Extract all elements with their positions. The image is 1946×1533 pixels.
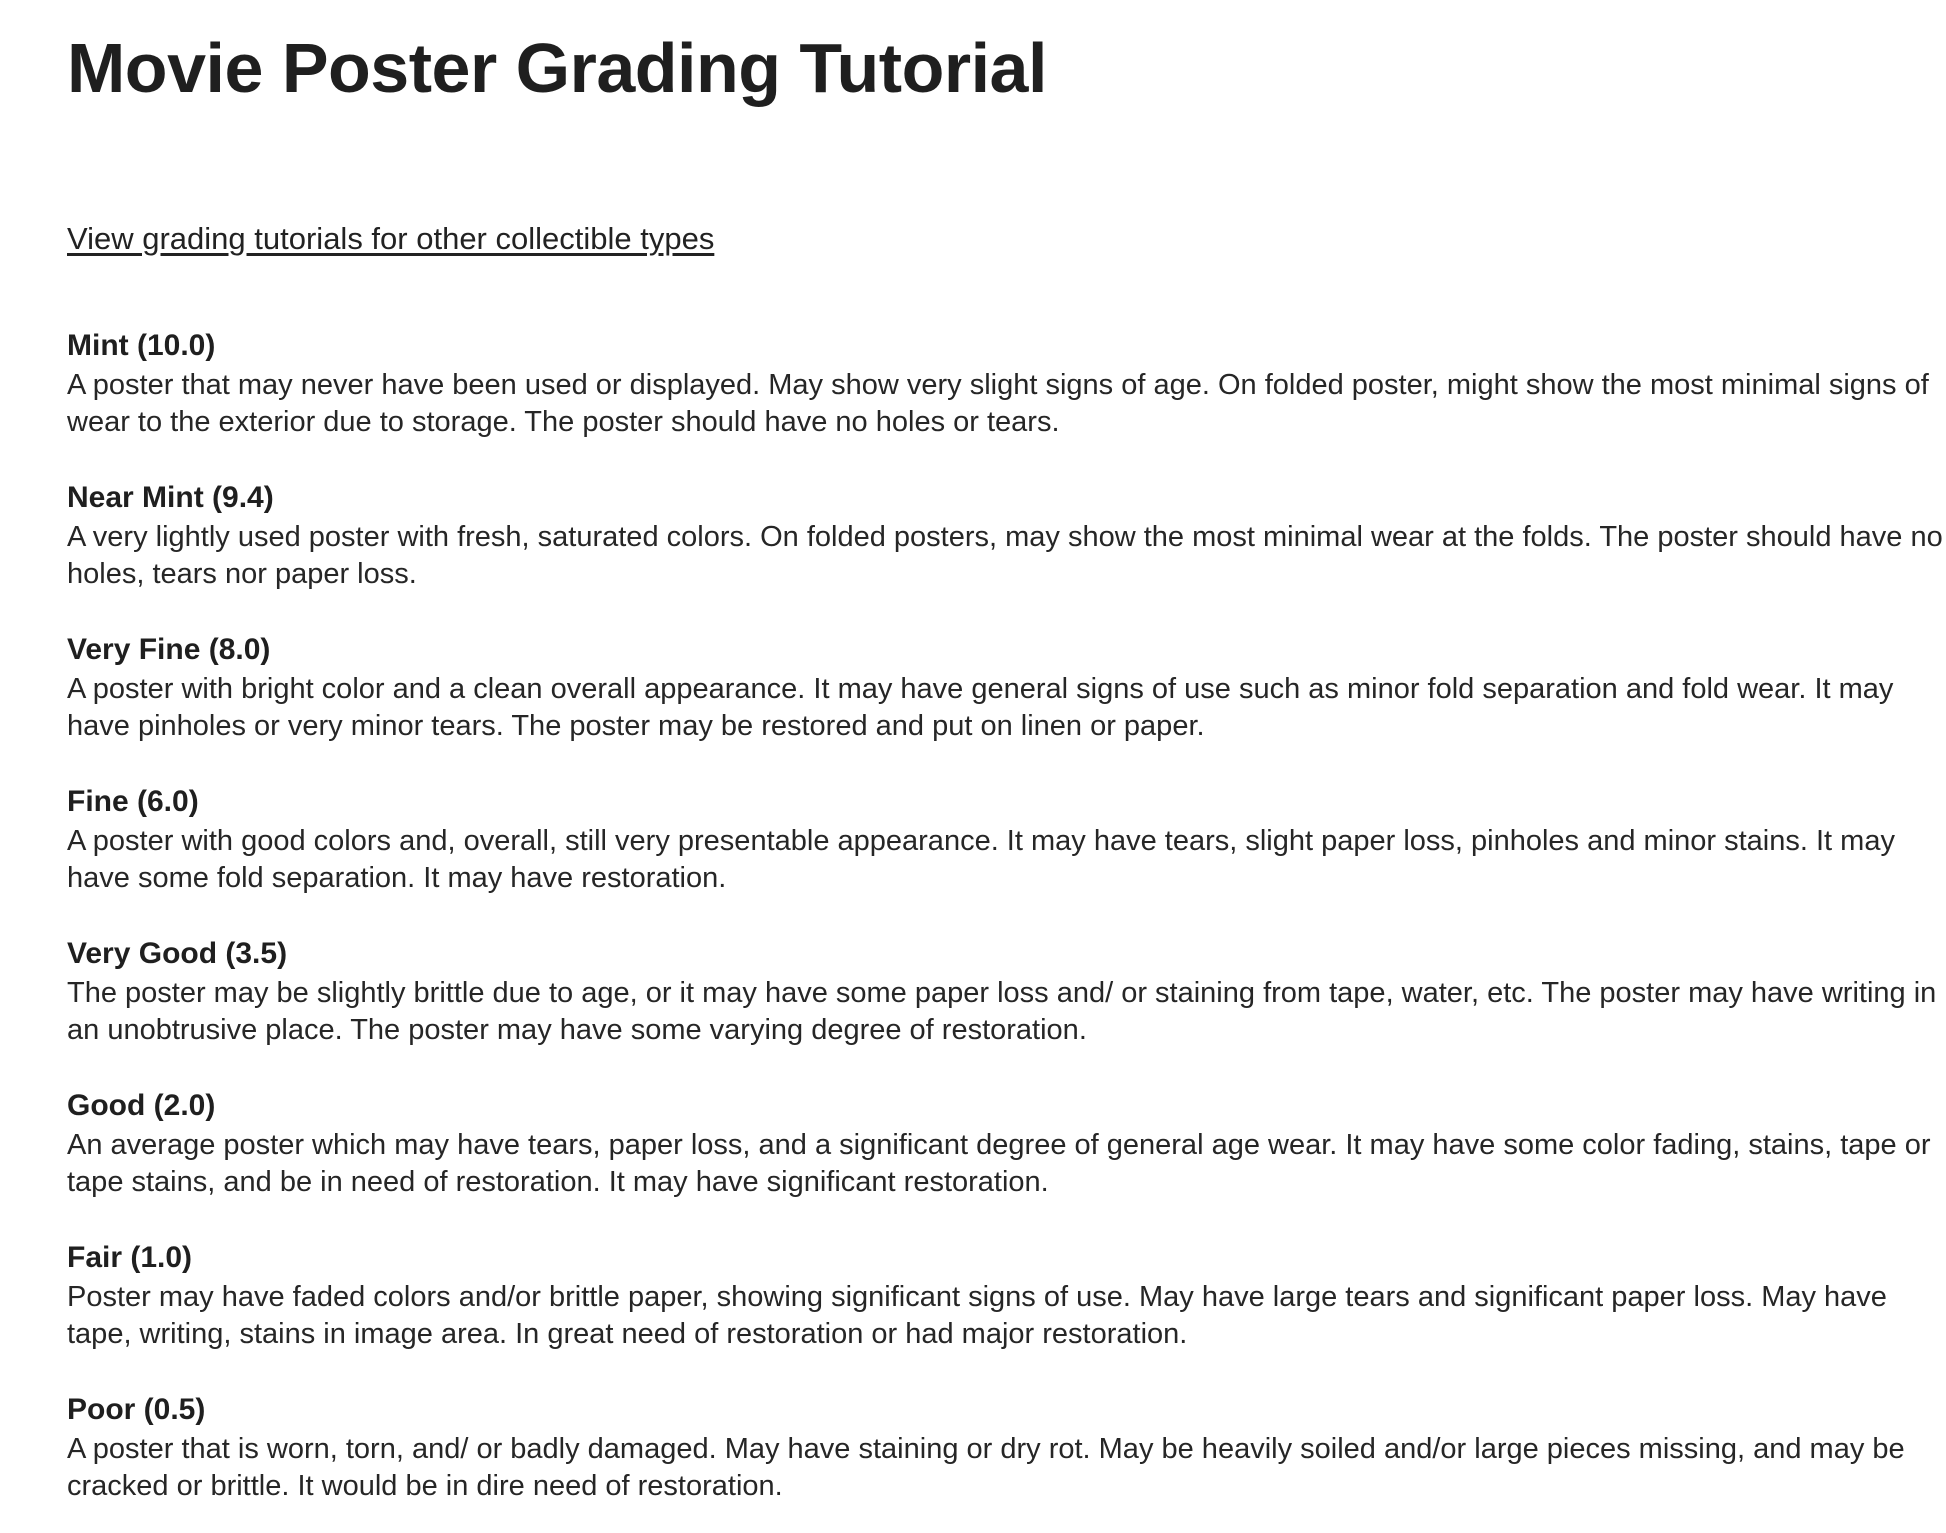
grade-item-fine: [67, 783, 1946, 897]
grade-heading: Fine (6.0): [67, 785, 199, 818]
grade-heading: Fair (1.0): [67, 1241, 193, 1274]
grade-item-very-good: [67, 935, 1946, 1049]
grade-item-near-mint: [67, 479, 1946, 593]
other-collectible-types-link[interactable]: View grading tutorials for other collectible types: [67, 221, 715, 256]
grade-description: A poster with bright color and a clean overall appearance. It may have general signs of use such as minor fold separation and fold wear. It may have pinholes or very minor tears. The poster may be restored and put on linen or paper.: [67, 673, 1894, 742]
grade-description: The poster may be slightly brittle due to age, or it may have some paper loss and/ or staining from tape, water, etc. The poster may have writing in an unobtrusive place. The poster may have some varying degree of restoration.: [67, 977, 1937, 1046]
grade-description: A very lightly used poster with fresh, saturated colors. On folded posters, may show the most minimal wear at the folds. The poster should have no holes, tears nor paper loss.: [67, 521, 1943, 590]
grade-heading: Good (2.0): [67, 1089, 216, 1122]
grade-heading: Mint (10.0): [67, 329, 216, 362]
grade-item-very-fine: [67, 631, 1946, 745]
grade-heading: Near Mint (9.4): [67, 481, 274, 514]
grades-list: [67, 327, 1946, 1505]
grade-description: A poster with good colors and, overall, still very presentable appearance. It may have tears, slight paper loss, pinholes and minor stains. It may have some fold separation. It may have restoration.: [67, 825, 1895, 894]
grade-heading: Very Fine (8.0): [67, 633, 271, 666]
grade-item-fair: [67, 1239, 1946, 1353]
grade-item-poor: [67, 1391, 1946, 1505]
grade-description: A poster that may never have been used or displayed. May show very slight signs of age. On folded poster, might show the most minimal signs of wear to the exterior due to storage. The poster should have no holes or tears.: [67, 369, 1929, 438]
grade-item-good: [67, 1087, 1946, 1201]
grade-description: An average poster which may have tears, paper loss, and a significant degree of general age wear. It may have some color fading, stains, tape or tape stains, and be in need of restoration. It may have significant restoration.: [67, 1129, 1931, 1198]
page-title: Movie Poster Grading Tutorial: [67, 29, 1047, 107]
grade-description: A poster that is worn, torn, and/ or badly damaged. May have staining or dry rot. May be heavily soiled and/or large pieces missing, and may be cracked or brittle. It would be in dire need of restoration.: [67, 1433, 1905, 1502]
grade-heading: Poor (0.5): [67, 1393, 206, 1426]
grade-heading: Very Good (3.5): [67, 937, 288, 970]
grade-item-mint: [67, 327, 1946, 441]
grade-description: Poster may have faded colors and/or brittle paper, showing significant signs of use. May have large tears and significant paper loss. May have tape, writing, stains in image area. In great need of restoration or had major restoration.: [67, 1281, 1887, 1350]
